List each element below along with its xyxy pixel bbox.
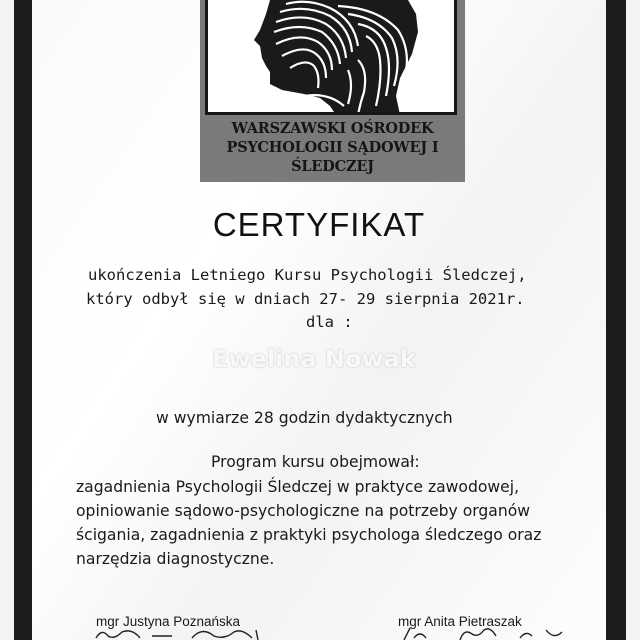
institute-name: [200, 119, 465, 176]
signer-name-right: mgr Anita Pietraszak: [398, 614, 522, 629]
dates-line: który odbył się w dniach 27- 29 sierpnia 2021r.: [86, 290, 525, 308]
institute-name-line: WARSZAWSKI OŚRODEK: [231, 120, 434, 137]
dark-frame-left: [14, 0, 32, 640]
institute-name-line: ŚLEDCZEJ: [291, 158, 374, 175]
for-label: dla :: [306, 313, 353, 331]
institute-name-line: PSYCHOLOGII SĄDOWEJ I: [226, 139, 439, 156]
program-line: opiniowanie sądowo-psychologiczne na potrzeby organów: [76, 502, 531, 520]
fingerprint-head-icon: [208, 0, 457, 115]
institute-logo: [200, 0, 465, 182]
signer-name-left: mgr Justyna Poznańska: [96, 614, 241, 629]
program-line: zagadnienia Psychologii Śledczej w praktyce zawodowej,: [76, 478, 520, 496]
hours-line: w wymiarze 28 godzin dydaktycznych: [156, 409, 453, 427]
completion-line: ukończenia Letniego Kursu Psychologii Śledczej,: [88, 266, 527, 284]
dark-frame-right: [606, 0, 626, 640]
certificate-title: CERTYFIKAT: [212, 206, 426, 243]
fingerprint-head-emblem: [205, 0, 457, 115]
recipient-name: Ewelina Nowak: [212, 345, 416, 373]
signature-right: [400, 626, 570, 640]
program-line: ścigania, zagadnienia z praktyki psychologa śledczego oraz: [76, 526, 542, 544]
program-heading: Program kursu obejmował:: [211, 453, 420, 471]
program-line: narzędzia diagnostyczne.: [76, 550, 275, 568]
signature-left: [92, 626, 272, 640]
